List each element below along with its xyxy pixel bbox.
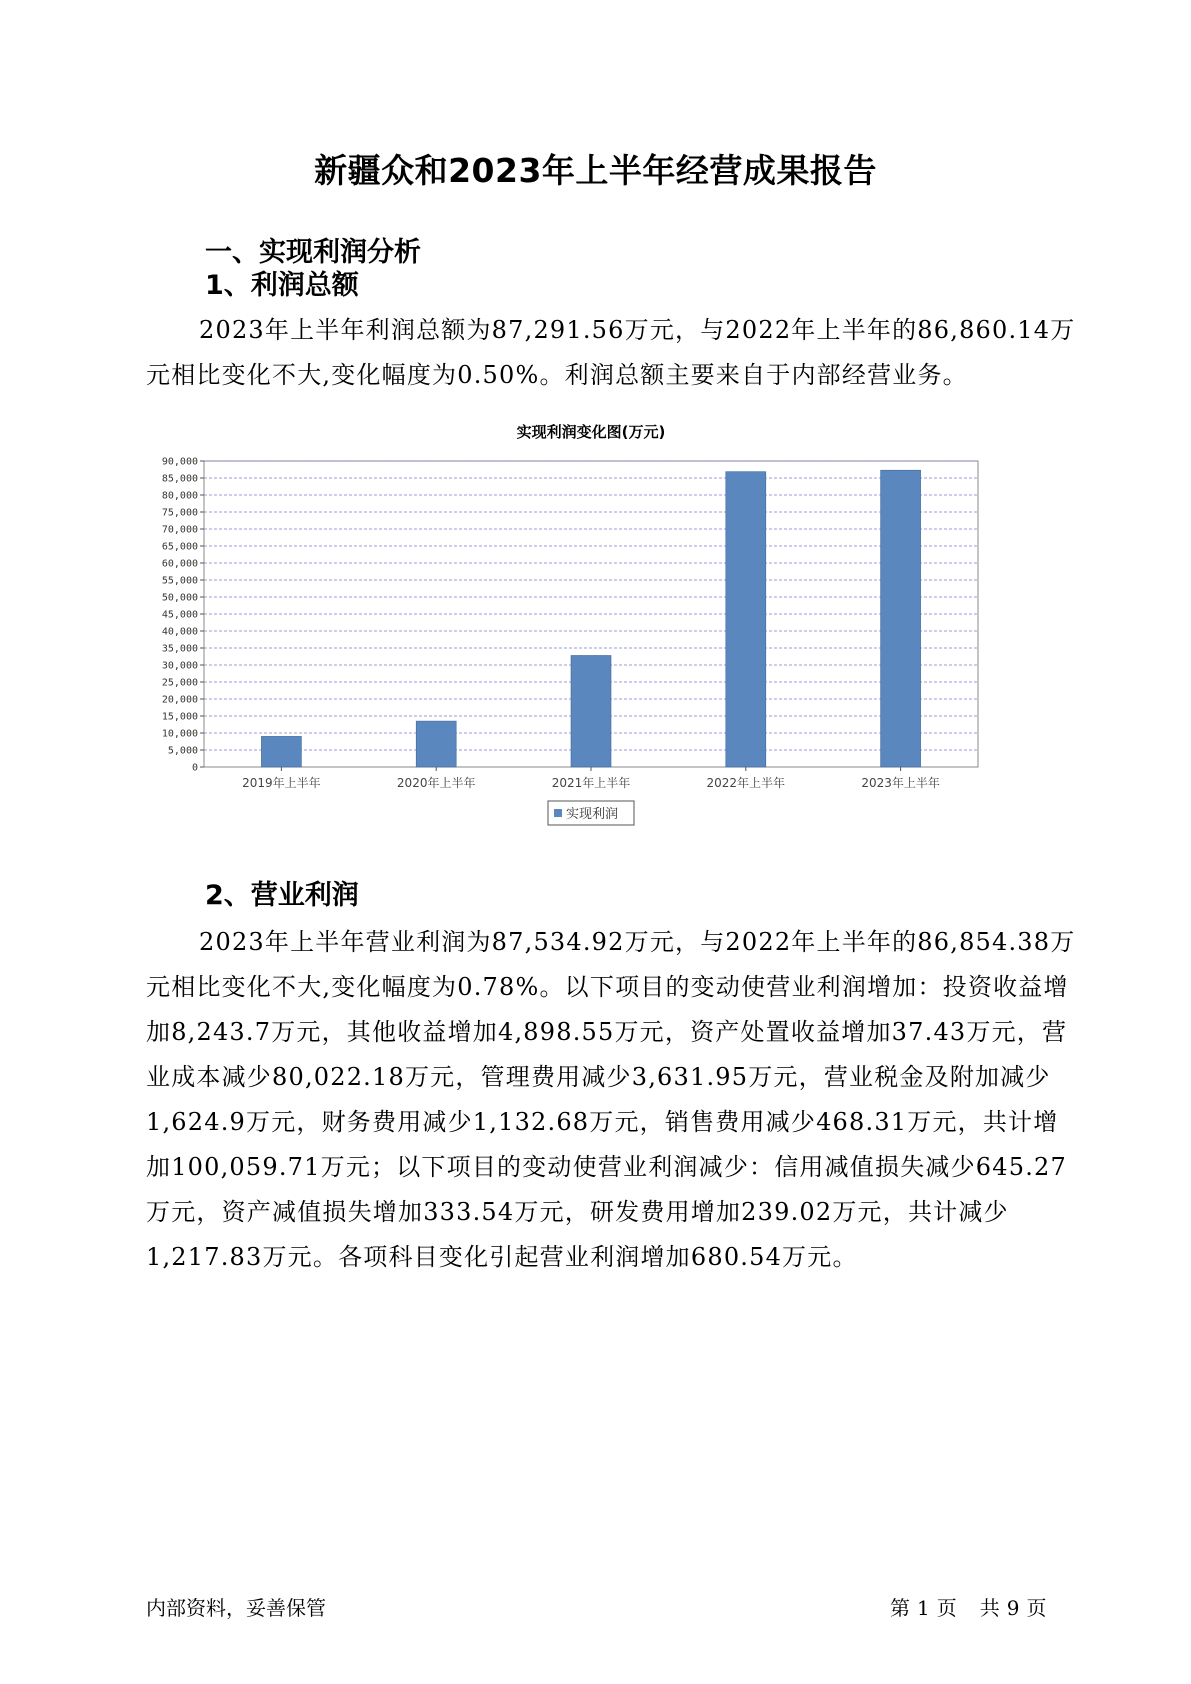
legend-label: 实现利润 (566, 807, 619, 822)
bar (881, 470, 921, 767)
y-tick-label: 75,000 (161, 507, 198, 519)
y-tick-label: 90,000 (161, 456, 198, 468)
subheading-total-profit: 1、利润总额 (205, 270, 359, 301)
y-tick-label: 40,000 (161, 626, 198, 638)
x-tick-label: 2019年上半年 (242, 776, 321, 790)
y-tick-label: 10,000 (161, 728, 198, 740)
y-tick-label: 25,000 (161, 677, 198, 689)
x-tick-label: 2022年上半年 (706, 776, 786, 790)
page-num: 1 (917, 1596, 931, 1620)
total-num: 9 (1006, 1596, 1021, 1620)
y-tick-label: 20,000 (161, 694, 198, 706)
bar (416, 721, 456, 767)
subheading-operating-profit: 2、营业利润 (205, 880, 359, 911)
x-tick-label: 2021年上半年 (551, 776, 631, 790)
document-title: 新疆众和2023年上半年经营成果报告 (314, 151, 877, 190)
footer-page-number (890, 1592, 1053, 1621)
paragraph-total-profit: 2023年上半年利润总额为87,291.56万元，与2022年上半年的86,860.14万元相比变化不大,变化幅度为0.50%。利润总额主要来自于内部经营业务。 (146, 316, 1076, 389)
y-tick-label: 15,000 (161, 711, 198, 723)
y-tick-label: 5,000 (167, 745, 198, 757)
y-tick-label: 55,000 (161, 575, 198, 587)
y-tick-label: 50,000 (161, 592, 198, 604)
chart-y-axis (162, 457, 204, 774)
chart-x-axis (242, 767, 940, 790)
y-tick-label: 35,000 (161, 643, 198, 655)
section-heading-profit-analysis: 一、实现利润分析 (205, 237, 421, 268)
y-tick-label: 65,000 (161, 541, 198, 553)
bar (726, 472, 766, 767)
y-tick-label: 30,000 (161, 660, 198, 672)
legend-swatch (554, 809, 562, 817)
page-unit: 页 (936, 1596, 958, 1620)
chart-title: 实现利润变化图(万元) (516, 423, 666, 441)
chart-legend (548, 801, 634, 825)
bar (571, 655, 611, 767)
paragraph-operating-profit: 2023年上半年营业利润为87,534.92万元，与2022年上半年的86,854.38万元相比变化不大,变化幅度为0.78%。以下项目的变动使营业利润增加：投资收益增加8,243.7万元，其他收益增加4,898.55万元，资产处置收益增加37.43万元，营业成本减少80,022.18万元，管理费用减少3,631.95万元，营业税金及附加减少1,624.9万元，财务费用减少1,132.68万元，销售费用减少468.31万元，共计增加100,059.71万元；以下项目的变动使营业利润减少：信用减值损失减少645.27万元，资产减值损失增加333.54万元，研发费用增加239.02万元，共计减少1,217.83万元。各项科目变化引起营业利润增加680.54万元。 (146, 928, 1076, 1271)
y-tick-label: 60,000 (161, 558, 198, 570)
y-tick-label: 70,000 (161, 524, 198, 536)
y-tick-label: 80,000 (161, 490, 198, 502)
total-unit: 页 (1026, 1596, 1048, 1620)
total-label: 共 (979, 1596, 1001, 1620)
y-tick-label: 0 (191, 762, 198, 774)
footer-confidential-note: 内部资料，妥善保管 (146, 1596, 326, 1620)
x-tick-label: 2023年上半年 (861, 776, 940, 790)
x-tick-label: 2020年上半年 (396, 776, 476, 790)
y-tick-label: 85,000 (161, 473, 198, 485)
y-tick-label: 45,000 (161, 609, 198, 621)
profit-bar-chart (160, 415, 1020, 895)
bar (261, 736, 301, 767)
page-label: 第 (890, 1596, 911, 1620)
